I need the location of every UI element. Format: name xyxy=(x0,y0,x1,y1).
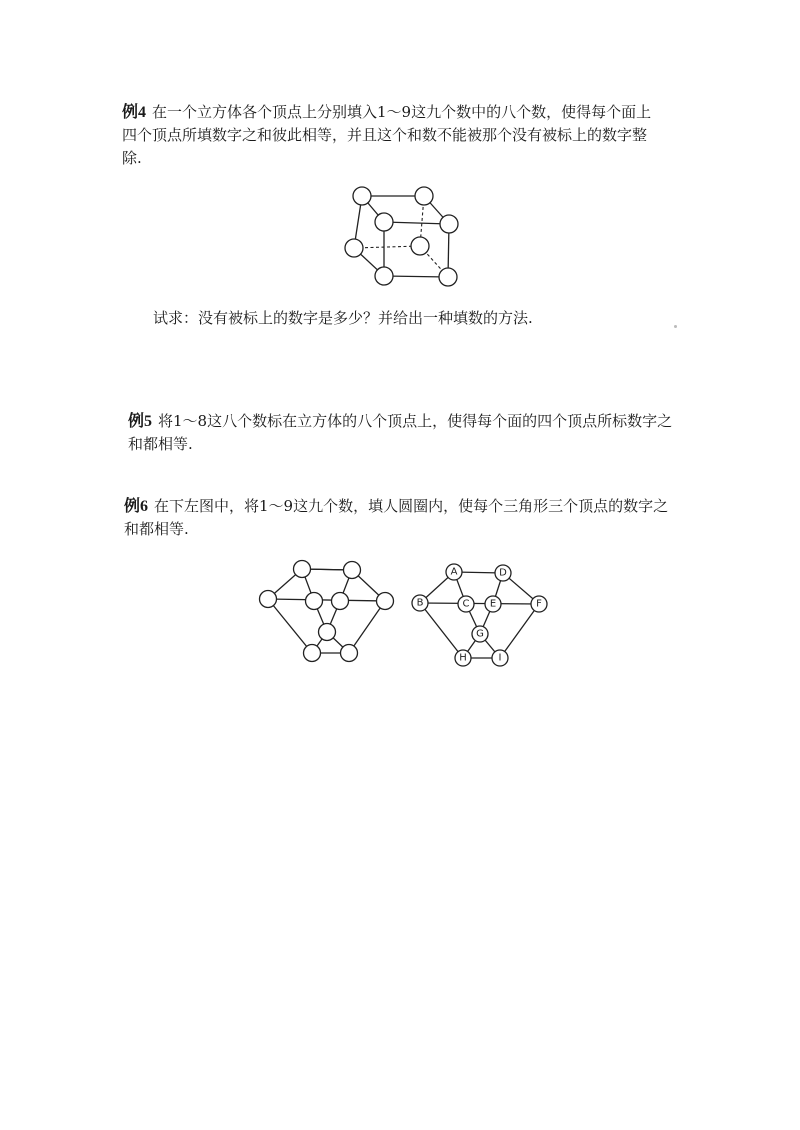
cube-vertex xyxy=(375,213,393,231)
cube-vertices xyxy=(345,187,458,286)
network-nodes xyxy=(412,564,547,666)
example-6-paragraph xyxy=(124,495,680,541)
network-node xyxy=(332,593,349,610)
network-edge xyxy=(420,603,539,604)
example-5-text: 将1～8这八个数标在立方体的八个顶点上，使得每个面的四个顶点所标数字之和都相等. xyxy=(128,412,673,453)
network-node xyxy=(341,645,358,662)
triangle-network-unlabeled xyxy=(255,556,405,668)
node-h-label: H xyxy=(459,652,467,664)
network-outline xyxy=(420,572,539,658)
example-4-paragraph xyxy=(122,101,662,170)
cube-vertex xyxy=(440,215,458,233)
example-4-label: 例4 xyxy=(122,104,147,121)
node-d-label: D xyxy=(499,567,507,579)
node-b-label: B xyxy=(416,597,424,609)
cube-vertex xyxy=(375,267,393,285)
network-edge xyxy=(268,599,385,601)
cube-hidden-edge xyxy=(354,246,420,248)
cube-figure xyxy=(340,178,470,290)
network-edges xyxy=(420,572,539,658)
network-node xyxy=(344,562,361,579)
cube-edges xyxy=(354,196,449,277)
network-nodes xyxy=(260,561,394,662)
network-node xyxy=(319,624,336,641)
cube-vertex xyxy=(411,237,429,255)
node-g-label: G xyxy=(476,628,484,640)
example-4-text: 在一个立方体各个顶点上分别填入1～9这九个数中的八个数，使得每个面上四个顶点所填数字之和彼此相等，并且这个和数不能被那个没有被标上的数字整除. xyxy=(122,103,652,167)
network-node xyxy=(294,561,311,578)
triangle-network-labeled xyxy=(408,556,558,668)
cube-vertex xyxy=(353,187,371,205)
network-node xyxy=(377,593,394,610)
node-f-label: F xyxy=(536,598,542,610)
cube-edge xyxy=(384,222,449,224)
cube-vertex xyxy=(345,239,363,257)
network-node xyxy=(260,591,277,608)
cube-vertex xyxy=(439,268,457,286)
example-4-question: 试求：没有被标上的数字是多少？并给出一种填数的方法. xyxy=(153,309,533,327)
network-node xyxy=(304,645,321,662)
node-c-label: C xyxy=(462,598,470,610)
node-a-label: A xyxy=(450,566,458,578)
scan-speck xyxy=(674,325,677,328)
example-6-text: 在下左图中，将1～9这九个数，填人圆圈内，使每个三角形三个顶点的数字之和都相等. xyxy=(124,497,669,538)
example-6-label: 例6 xyxy=(124,498,149,515)
cube-vertex xyxy=(415,187,433,205)
example-5-label: 例5 xyxy=(128,413,153,430)
network-node xyxy=(306,593,323,610)
node-i-label: I xyxy=(498,652,502,664)
example-5-paragraph xyxy=(128,410,684,456)
node-e-label: E xyxy=(489,598,497,610)
